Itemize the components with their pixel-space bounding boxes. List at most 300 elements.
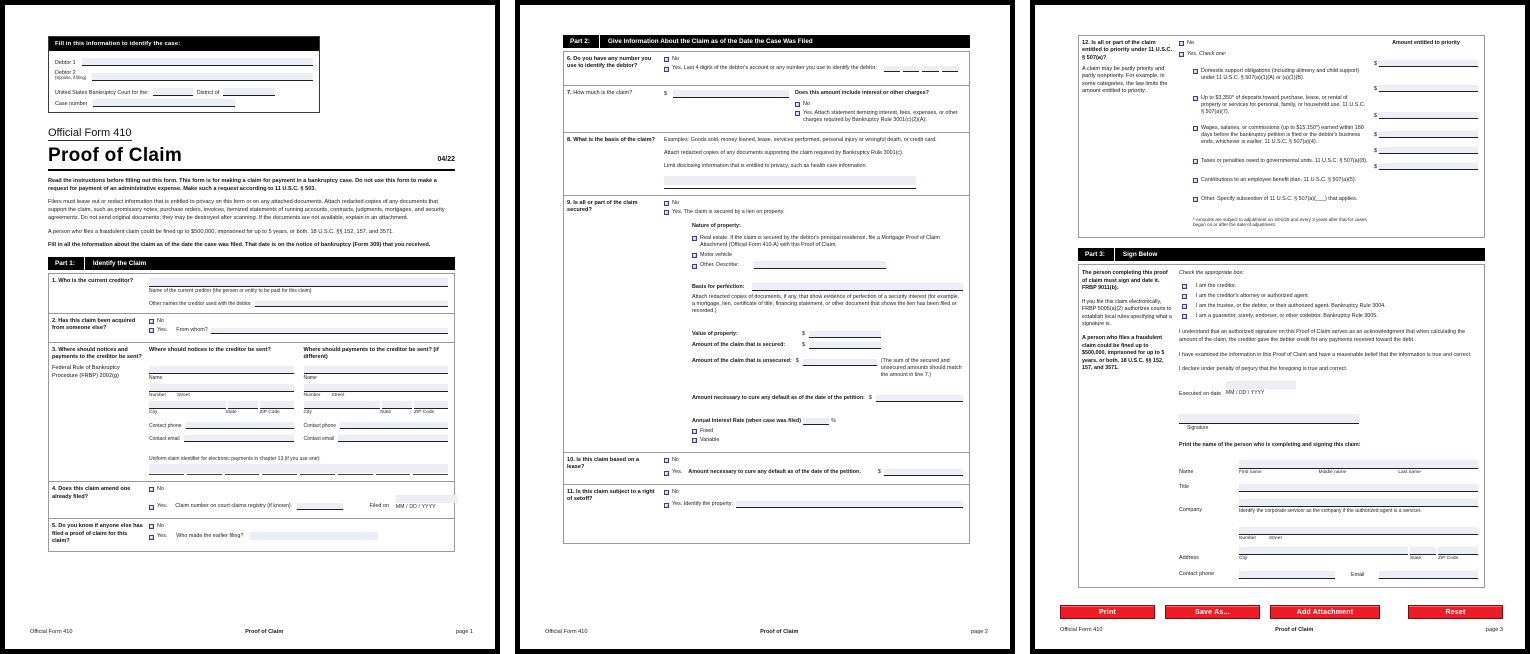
q7-yes-option[interactable]: [795, 110, 963, 124]
q5-yes-option[interactable]: [149, 532, 448, 540]
creditor-name-input[interactable]: [149, 278, 448, 286]
sign-para-1: I understand that an authorized signature on this Proof of Claim serves as an acknowledgment that when calculating the amount of the claim, the creditor gave the debtor credit for any payments received toward the debt.: [1179, 328, 1466, 343]
part-2-questions: [563, 51, 970, 544]
part-3-label: Part 3:: [1078, 248, 1115, 261]
q5-no-option[interactable]: [149, 523, 448, 530]
question-8-number: 8.: [567, 136, 572, 143]
q12-option-6-label: Other. Specify subsection of 11 U.S.C. § 507(a)(___) that applies.: [1201, 196, 1358, 203]
address-number-label: Number: [1239, 536, 1257, 541]
q9-variable-checkbox[interactable]: [692, 438, 697, 443]
q10-yes-label: Yes.: [672, 468, 683, 475]
q9-cure-default-input[interactable]: [876, 395, 963, 402]
q9-motor-vehicle-checkbox[interactable]: [692, 253, 697, 258]
q9-value-property-label: Value of property:: [692, 330, 738, 337]
q12-option-5-label: Contributions to an employee benefit plan. 11 U.S.C. § 507(a)(5).: [1201, 177, 1357, 184]
q11-identify-label: Yes. Identify the property:: [672, 500, 733, 507]
q9-fixed-checkbox[interactable]: [692, 429, 697, 434]
q11-yes-option[interactable]: [664, 501, 963, 508]
q6-no-label: No: [672, 56, 679, 62]
q12-option-6-checkbox[interactable]: [1193, 197, 1198, 202]
q9-real-estate-label: Real estate. If the claim is secured by the debtor's principal residence, file a Mortgage Proof of Claim Attachment (Official Form 410-A) with this Proof of Claim.: [700, 234, 940, 248]
notices-zip-input[interactable]: [260, 401, 294, 409]
q4-filed-on-input[interactable]: [396, 495, 458, 503]
q9-other-label: Other. Describe:: [700, 261, 739, 268]
reset-button[interactable]: Reset: [1408, 605, 1503, 619]
notices-street-input[interactable]: [149, 384, 294, 392]
question-row-11: [564, 485, 969, 545]
q11-yes-checkbox[interactable]: [664, 503, 669, 508]
q7-yes-checkbox[interactable]: [795, 111, 800, 116]
part-3-header: [1078, 248, 1485, 261]
payments-phone-label: Contact phone: [303, 423, 337, 430]
q5-no-label: No: [157, 523, 164, 530]
q9-no-option[interactable]: [664, 200, 963, 207]
action-button-bar: [1060, 605, 1503, 619]
question-1-text: Who is the current creditor?: [58, 277, 134, 284]
q12-option-1-label: Domestic support obligations (including alimony and child support) under 11 U.S.C. § 507(a)(1)(A) or (a)(1)(B).: [1201, 68, 1360, 82]
q9-nature-head: Nature of property:: [692, 222, 741, 229]
case-number-input[interactable]: [93, 99, 235, 107]
sign-para-2: I have examined the information in this Proof of Claim and have a reasonable belief that the information is true and correct.: [1179, 351, 1472, 358]
q9-other-option[interactable]: [692, 261, 963, 269]
q4-yes-label: Yes.: [157, 503, 168, 510]
question-3-label: [49, 343, 147, 482]
signature-left-notes: [1079, 265, 1177, 587]
q11-identify-property-input[interactable]: [736, 501, 963, 508]
part-2-title: Give Information About the Claim as of the Date the Case Was Filed: [607, 38, 813, 45]
q11-no-label: No: [672, 488, 679, 495]
company-label: Company: [1179, 507, 1203, 514]
footer-page-number-3: page 3: [1485, 627, 1503, 633]
q12-yes-option[interactable]: [1179, 51, 1368, 58]
priority-amount-3-input[interactable]: [1379, 112, 1478, 119]
payments-column-head: Where should payments to the creditor be sent? (if different): [303, 346, 439, 361]
question-7-text: How much is the claim?: [573, 89, 633, 96]
q9-amount-secured-label: Amount of the claim that is secured:: [692, 341, 786, 348]
q12-option-4-checkbox[interactable]: [1193, 159, 1198, 164]
priority-dollar-2: $: [1374, 86, 1378, 92]
question-11-label: [564, 485, 662, 544]
sign-check-4-label: I am a guarantor, surety, endorser, or other codebtor. Bankruptcy Rule 3005.: [1196, 312, 1378, 319]
q2-no-label: No: [157, 317, 164, 324]
district-of-label: District of: [196, 89, 220, 96]
sign-check-4[interactable]: [1179, 313, 1478, 320]
name-label: Name: [1179, 468, 1194, 475]
q8-basis-input[interactable]: [664, 176, 916, 185]
q9-real-estate-option[interactable]: [692, 235, 963, 249]
q7-no-checkbox[interactable]: [795, 102, 800, 107]
q5-yes-checkbox[interactable]: [149, 535, 154, 540]
q5-yes-label: Yes.: [157, 533, 168, 540]
page-2-footer: [545, 629, 988, 635]
q4-yes-option[interactable]: [149, 495, 458, 510]
q6-no-option[interactable]: [664, 56, 963, 63]
page-title: Proof of Claim: [48, 145, 183, 166]
email-input[interactable]: [1379, 571, 1478, 579]
question-12-text: Is all or part of the claim entitled to priority under 11 U.S.C. § 507(a)?: [1082, 40, 1173, 61]
question-7-number: 7.: [567, 89, 572, 96]
q2-yes-label: Yes.: [157, 326, 168, 333]
question-5-text: Do you know if anyone else has filed a proof of claim for this claim?: [52, 523, 143, 544]
executed-on-label: Executed on date: [1179, 390, 1221, 397]
payments-phone-input[interactable]: [340, 422, 448, 429]
q12-option-2[interactable]: [1193, 95, 1368, 116]
priority-amount-4-input[interactable]: [1379, 131, 1478, 138]
q12-option-5-checkbox[interactable]: [1193, 178, 1198, 183]
q12-option-4[interactable]: [1193, 158, 1368, 169]
q12-yes-checkbox[interactable]: [1179, 52, 1184, 57]
question-6-body: [662, 52, 969, 85]
q4-date-hint: MM / DD / YYYY: [395, 504, 436, 511]
sign-check-3[interactable]: [1179, 303, 1478, 310]
q12-footnote: * Amounts are subject to adjustment on 4/01/25 and every 3 years after that for cases begun on or after the date of adjustment.: [1193, 217, 1367, 228]
footer-page-number-2: page 2: [970, 629, 988, 635]
q2-no-option[interactable]: [149, 318, 448, 325]
question-10-text: Is this claim based on a lease?: [567, 456, 640, 471]
question-6-text: Do you have any number you use to identify the debtor?: [567, 56, 652, 70]
q12-option-1-checkbox[interactable]: [1193, 69, 1198, 74]
q8-line-3: Limit disclosing information that is entitled to privacy, such as health care information.: [664, 162, 868, 169]
sign-note-1: The person completing this proof of claim must sign and date it. FRBP 9011(b).: [1082, 270, 1168, 292]
question-1-label: [49, 274, 147, 313]
form-number: Official Form 410: [48, 127, 132, 139]
intro-paragraph-2: Filers must leave out or redact information that is entitled to privacy on this form or on any attached documents. Attach redacted copies of any documents that support the claim, such as promissory notes, purchase orders, invoices, itemized statements of running accounts, contracts, judgments, mortgages, and security agreements. Do not send original documents; they may be destroyed after scanning. If the documents are not available, explain in an attachment.: [48, 199, 445, 222]
uniform-claim-id-input[interactable]: [149, 464, 448, 473]
question-3-text: Where should notices and payments to the creditor be sent?: [52, 346, 142, 361]
question-9-body: [662, 196, 969, 452]
question-12-label: [1079, 36, 1177, 237]
form-page-3: [1030, 0, 1530, 654]
question-12-number: 12.: [1082, 40, 1090, 46]
q4-no-checkbox[interactable]: [149, 487, 154, 492]
court-state-input[interactable]: [223, 88, 275, 96]
q9-yes-option[interactable]: [664, 209, 963, 216]
notices-street-label: Street: [177, 392, 190, 398]
payments-column: [304, 347, 449, 443]
q12-option-3[interactable]: [1193, 125, 1368, 150]
sign-check-2-checkbox[interactable]: [1182, 294, 1187, 299]
q9-amount-unsecured-label: Amount of the claim that is unsecured:: [692, 357, 792, 364]
priority-amount-6-input[interactable]: [1379, 163, 1478, 170]
q10-yes-checkbox[interactable]: [664, 471, 669, 476]
priority-amount-2-input[interactable]: [1379, 85, 1478, 92]
q9-annual-rate-label: Annual Interest Rate (when case was filed): [692, 417, 802, 424]
q6-yes-option[interactable]: [664, 65, 963, 72]
uniform-claim-id-label: Uniform claim identifier for electronic payments in chapter 13 (if you use one):: [149, 456, 321, 463]
q9-secured-dollar: $: [802, 341, 805, 348]
q9-basis-head: Basis for perfection:: [692, 283, 745, 290]
page-3-footer: [1060, 627, 1503, 633]
footer-form-number-1: Official Form 410: [30, 629, 73, 635]
notices-name-input[interactable]: [149, 366, 294, 374]
form-page-2: [515, 0, 1015, 654]
sign-check-4-checkbox[interactable]: [1182, 314, 1187, 319]
last-name-label: Last name: [1398, 469, 1421, 475]
address-zip-label: ZIP Code: [1438, 555, 1459, 561]
q10-no-option[interactable]: [664, 457, 963, 464]
footer-title-3: Proof of Claim: [1275, 627, 1314, 633]
signature-input[interactable]: [1179, 414, 1359, 423]
question-3-body: [147, 343, 454, 482]
q11-no-option[interactable]: [664, 489, 963, 496]
creditor-othernames-input[interactable]: [255, 301, 448, 307]
contact-phone-input[interactable]: [1239, 571, 1335, 579]
question-8-text: What is the basis of the claim?: [573, 136, 655, 143]
priority-dollar-5: $: [1374, 148, 1378, 154]
part-1-title: Identify the Claim: [92, 259, 147, 267]
q7-sub-head: Does this amount include interest or other charges?: [795, 89, 929, 96]
q12-no-label: No: [1187, 40, 1194, 46]
priority-amount-row-6: [1374, 163, 1478, 170]
sign-check-1[interactable]: [1179, 283, 1478, 290]
q9-basis-perfection-input[interactable]: [752, 283, 963, 291]
notices-zip-label: ZIP Code: [259, 409, 280, 415]
question-5-body: [147, 519, 454, 551]
question-10-number: 10.: [567, 456, 575, 463]
sign-check-2[interactable]: [1179, 293, 1478, 300]
question-2-label: [49, 314, 147, 342]
notices-column: [149, 347, 294, 443]
debtor2-sublabel: (Spouse, if filing): [55, 75, 87, 81]
q12-yes-label: Yes. Check one:: [1187, 51, 1227, 58]
address-zip-input[interactable]: [1438, 547, 1478, 555]
address-street-input[interactable]: [1239, 527, 1478, 535]
q12-option-6[interactable]: [1193, 196, 1368, 207]
page-1-footer: [30, 629, 473, 635]
q6-digit-2-input[interactable]: [903, 66, 919, 72]
q12-option-1[interactable]: [1193, 68, 1368, 86]
question-2-text: Has this claim been acquired from someone else?: [52, 317, 136, 332]
q5-earlier-filing-input[interactable]: [250, 532, 378, 540]
q9-real-estate-checkbox[interactable]: [692, 236, 697, 241]
q9-value-property-input[interactable]: [809, 331, 881, 338]
q9-other-describe-input[interactable]: [754, 261, 886, 269]
q2-from-whom-label: From whom?: [176, 326, 208, 333]
question-row-1: [49, 274, 454, 314]
q6-digit-4-input[interactable]: [942, 66, 958, 72]
notices-column-head: Where should notices to the creditor be sent?: [149, 346, 271, 353]
sign-check-3-checkbox[interactable]: [1182, 304, 1187, 309]
q9-amount-unsecured-input[interactable]: [803, 359, 877, 366]
q10-yes-option[interactable]: [664, 469, 963, 476]
q6-yes-label: Yes. Last 4 digits of the debtor's account or any number you use to identify the debtor:: [672, 65, 877, 72]
middle-name-label: Middle name: [1318, 469, 1347, 475]
notices-phone-input[interactable]: [186, 422, 294, 429]
notices-state-label: State: [225, 409, 237, 415]
question-2-body: [147, 314, 454, 342]
q12-no-checkbox[interactable]: [1179, 41, 1184, 46]
question-5-label: [49, 519, 147, 551]
q9-other-checkbox[interactable]: [692, 264, 697, 269]
court-district-input[interactable]: [153, 88, 193, 96]
save-as-button[interactable]: Save As...: [1165, 605, 1260, 619]
q9-annual-rate-input[interactable]: [803, 418, 829, 425]
payments-email-input[interactable]: [338, 435, 448, 442]
question-8-body: [662, 133, 969, 195]
contact-phone-label: Contact phone: [1179, 571, 1215, 578]
question-row-10: [564, 453, 969, 485]
question-9-text: Is all or part of the claim secured?: [567, 199, 638, 213]
debtor2-input[interactable]: [92, 73, 313, 81]
q10-cure-label: Amount necessary to cure any default as of the date of the petition.: [688, 468, 861, 475]
part-3-body: [1078, 264, 1485, 588]
question-5-number: 5.: [52, 523, 57, 530]
address-city-input[interactable]: [1239, 547, 1408, 555]
form-title-row: [48, 145, 455, 167]
q5-no-checkbox[interactable]: [149, 524, 154, 529]
title-label: Title: [1179, 483, 1189, 490]
priority-dollar-1: $: [1374, 61, 1378, 67]
q6-digit-3-input[interactable]: [922, 66, 938, 72]
q12-option-2-label: Up to $3,350* of deposits toward purchase, lease, or rental of property or services for personal, family, or household use. 11 U.S.C. § 507(a)(7).: [1201, 95, 1366, 116]
priority-amount-1-input[interactable]: [1379, 60, 1478, 67]
q9-amount-secured-input[interactable]: [809, 342, 881, 349]
q4-yes-checkbox[interactable]: [149, 505, 154, 510]
q7-no-option[interactable]: [795, 101, 963, 108]
q12-option-4-label: Taxes or penalties owed to governmental units. 11 U.S.C. § 507(a)(8).: [1201, 158, 1368, 165]
part-2-label: Part 2:: [563, 35, 600, 48]
q7-no-label: No: [803, 100, 810, 107]
question-4-label: [49, 482, 147, 518]
notices-city-input[interactable]: [149, 401, 226, 409]
q10-no-checkbox[interactable]: [664, 458, 669, 463]
footer-title-2: Proof of Claim: [760, 629, 799, 635]
q10-no-label: No: [672, 456, 679, 463]
question-7-label: [564, 86, 662, 132]
q9-variable-option[interactable]: [692, 437, 963, 444]
q2-no-checkbox[interactable]: [149, 319, 154, 324]
question-row-8: [564, 133, 969, 196]
priority-amount-header: Amount entitled to priority: [1392, 40, 1460, 46]
question-11-text: Is this claim subject to a right of setoff?: [567, 488, 655, 503]
q9-yes-checkbox[interactable]: [664, 210, 669, 215]
address-city-label: City: [1239, 555, 1248, 561]
title-input[interactable]: [1239, 484, 1478, 492]
q4-no-label: No: [157, 486, 164, 493]
q6-no-checkbox[interactable]: [664, 57, 669, 62]
q9-basis-text: Attach redacted copies of documents, if any, that show evidence of perfection of a security interest (for example, a mortgage, lien, certificate of title, financing statement, or other document that shows the lien has been filed or recorded.): [692, 293, 960, 314]
question-row-2: [49, 314, 454, 343]
payments-number-label: Number: [303, 393, 321, 399]
payments-city-input[interactable]: [304, 401, 381, 409]
sign-para-3: I declare under penalty of perjury that the foregoing is true and correct.: [1179, 366, 1348, 373]
debtor2-label-text: Debtor 2: [55, 69, 76, 76]
q6-digit-1-input[interactable]: [884, 66, 900, 72]
question-10-body: [662, 453, 969, 484]
q4-claim-number-input[interactable]: [297, 503, 343, 510]
executed-on-date-input[interactable]: [1226, 381, 1296, 389]
q9-motor-vehicle-option[interactable]: [692, 252, 963, 259]
intro-paragraph-1: Read the instructions before filling out this form. This form is for making a claim for payment in a bankruptcy case. Do not use this form to make a request for payment of an administrative expense. Make such a request according to 11 U.S.C. § 503.: [48, 178, 437, 193]
question-3-number: 3.: [52, 346, 57, 353]
q2-from-whom-input[interactable]: [211, 328, 448, 334]
signature-label: Signature: [1187, 424, 1209, 431]
address-state-input[interactable]: [1410, 547, 1436, 555]
add-attachment-button[interactable]: Add Attachment: [1270, 605, 1380, 619]
q8-line-1: Examples: Goods sold, money loaned, lease, services performed, personal injury or wrongful death, or credit card.: [664, 136, 937, 143]
question-row-12: [1079, 36, 1484, 237]
payments-email-label: Contact email: [303, 436, 335, 443]
notices-email-input[interactable]: [184, 435, 294, 442]
q9-fixed-option[interactable]: [692, 428, 963, 435]
q6-yes-checkbox[interactable]: [664, 67, 669, 72]
question-4-body: [147, 482, 464, 518]
q9-unsecured-note: (The sum of the secured and unsecured amounts should match the amount in line 7.): [880, 357, 962, 378]
payments-state-input[interactable]: [382, 401, 412, 409]
q4-claim-number-label: Claim number on court claims registry (if known): [175, 503, 291, 510]
sign-check-1-checkbox[interactable]: [1182, 284, 1187, 289]
payments-zip-input[interactable]: [414, 401, 448, 409]
q9-fixed-label: Fixed: [700, 427, 714, 434]
q2-yes-option[interactable]: [149, 327, 448, 334]
company-input[interactable]: [1239, 499, 1478, 507]
priority-dollar-6: $: [1374, 164, 1378, 170]
q12-option-2-checkbox[interactable]: [1193, 96, 1198, 101]
question-1-body: [147, 274, 454, 313]
creditor-othernames-hint: Other names the creditor used with the debtor: [149, 300, 251, 307]
case-row-case-number: [49, 96, 319, 112]
q9-no-checkbox[interactable]: [664, 201, 669, 206]
q12-no-option[interactable]: [1179, 40, 1368, 47]
q12-option-5[interactable]: [1193, 177, 1368, 188]
question-6-label: [564, 52, 662, 85]
debtor1-input[interactable]: [82, 58, 313, 66]
question-row-5: [49, 519, 454, 552]
q12-option-3-label: Wages, salaries, or commissions (up to $15,150*) earned within 180 days before the bankruptcy petition is filed or the debtor's business ends, whichever is earlier. 11 U.S.C. § 507(a)(4).: [1201, 125, 1364, 146]
form-page-1: [0, 0, 500, 654]
intro-text-block: [48, 177, 455, 249]
court-label: United States Bankruptcy Court for the:: [55, 89, 149, 96]
question-12-body: [1177, 36, 1484, 237]
notices-email-label: Contact email: [149, 435, 180, 442]
payments-street-input[interactable]: [304, 384, 449, 392]
q2-yes-checkbox[interactable]: [149, 328, 154, 333]
print-name-input[interactable]: [1239, 460, 1478, 469]
q9-yes-label: Yes. The claim is secured by a lien on property.: [672, 208, 785, 215]
question-7-body: [662, 86, 969, 132]
q5-earlier-filing-label: Who made the earlier filing?: [176, 533, 244, 540]
footer-title-1: Proof of Claim: [245, 629, 284, 635]
notices-state-input[interactable]: [228, 401, 258, 409]
q10-cure-amount-input[interactable]: [884, 469, 963, 476]
priority-options-column: [1179, 40, 1374, 231]
signature-right-body: [1177, 265, 1484, 587]
priority-dollar-4: $: [1374, 132, 1378, 138]
priority-amount-row-2: [1374, 85, 1478, 92]
question-2-number: 2.: [52, 317, 57, 324]
case-identification-box: [48, 36, 320, 113]
question-12-box: [1078, 35, 1485, 238]
q4-no-option[interactable]: [149, 486, 458, 493]
part-1-label: Part 1:: [48, 257, 85, 270]
q7-amount-input[interactable]: [673, 90, 789, 98]
print-button[interactable]: Print: [1060, 605, 1155, 619]
title-rule: [48, 169, 455, 171]
q12-option-3-checkbox[interactable]: [1193, 126, 1198, 131]
first-name-label: First name: [1239, 469, 1262, 475]
payments-street-label: Street: [331, 393, 345, 399]
priority-amount-row-5: [1374, 147, 1478, 154]
q11-no-checkbox[interactable]: [664, 490, 669, 495]
payments-name-input[interactable]: [304, 366, 449, 374]
executed-date-hint: MM / DD / YYYY: [1225, 390, 1265, 397]
payments-citystatezip-labels: [304, 410, 449, 415]
priority-amount-5-input[interactable]: [1379, 147, 1478, 154]
case-number-label: Case number: [55, 100, 88, 107]
question-6-number: 6.: [567, 56, 572, 62]
question-10-label: [564, 453, 662, 484]
form-revision: 04/22: [437, 156, 455, 163]
